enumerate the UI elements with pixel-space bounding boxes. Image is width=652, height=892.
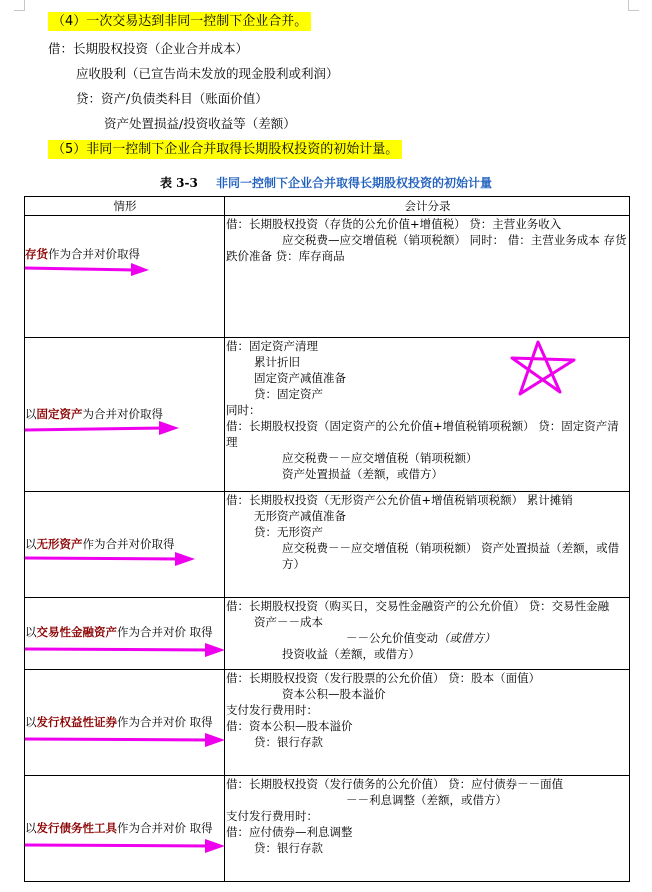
journal-entry-cell — [225, 492, 630, 598]
entry-line: 借：长期股权投资（发行债务的公允价值） 贷：应付债券－－面值 — [226, 777, 564, 791]
journal-entry-cell — [225, 598, 630, 670]
entry-line: 借：固定资产清理 — [226, 339, 318, 353]
page-corner-mark-left — [14, 0, 25, 11]
entry-line: 投资收益（差额，或借方） — [282, 647, 420, 661]
table-row — [25, 598, 630, 670]
heading-5: （5）非同一控制下企业合并取得长期股权投资的初始计量。 — [48, 140, 402, 159]
hand-drawn-arrow-icon — [25, 730, 230, 748]
entry-line: －－利息调整（差额，或借方） — [346, 793, 507, 807]
situation-label: 以交易性金融资产作为合并对价 取得 — [25, 625, 213, 639]
hand-drawn-star-icon — [508, 336, 578, 398]
situation-cell — [25, 670, 225, 776]
situation-cell — [25, 776, 225, 882]
header-journal-entry: 会计分录 — [225, 197, 630, 216]
situation-label: 以发行债务性工具作为合并对价 取得 — [25, 821, 213, 835]
journal-entry-cell — [225, 670, 630, 776]
entry-line: 借：应付债券—利息调整 — [226, 825, 353, 839]
situation-cell — [25, 492, 225, 598]
table-caption-title: 非同一控制下企业合并取得长期股权投资的初始计量 — [216, 176, 493, 190]
entry-line: 同时： — [226, 403, 261, 417]
entry-line: 借：长期股权投资（固定资产的公允价值+增值税销项税额） 贷：固定资产清理 — [226, 419, 619, 449]
situation-label: 存货作为合并对价取得 — [25, 247, 140, 261]
situation-label: 以固定资产为合并对价取得 — [25, 407, 163, 421]
entry-line: 借：长期股权投资（发行股票的公允价值） 贷：股本（面值） — [226, 671, 541, 685]
entry-line: 支付发行费用时： — [226, 703, 318, 717]
heading-4: （4）一次交易达到非同一控制下企业合并。 — [48, 12, 311, 31]
entry-line: 应交税费－－应交增值税（销项税额） 资产处置损益（差额，或借方） — [282, 541, 620, 571]
entry-line: 贷：银行存款 — [254, 735, 323, 749]
entry-line: 支付发行费用时： — [226, 809, 318, 823]
page-corner-mark-right — [628, 0, 639, 11]
situation-label: 以无形资产作为合并对价取得 — [25, 537, 175, 551]
entry-line: 资产处置损益（差额，或借方） — [282, 467, 443, 481]
table-row — [25, 492, 630, 598]
situation-cell — [25, 216, 225, 338]
table-row — [25, 776, 630, 882]
accounting-table — [24, 196, 630, 882]
entry-line: 累计折旧 — [254, 355, 300, 369]
journal-entry-cell — [225, 216, 630, 338]
journal-entry-cell — [225, 776, 630, 882]
situation-label: 以发行权益性证券作为合并对价 取得 — [25, 715, 213, 729]
journal-4-line-2: 应收股利（已宣告尚未发放的现金股利或利润） — [76, 66, 339, 81]
hand-drawn-arrow-icon — [25, 260, 155, 278]
entry-line: 贷：固定资产 — [254, 387, 323, 401]
hand-drawn-arrow-icon — [25, 420, 185, 438]
journal-4-line-3: 贷：资产/负债类科目（账面价值） — [76, 91, 268, 106]
entry-line: 借：资本公积—股本溢价 — [226, 719, 353, 733]
header-situation: 情形 — [25, 197, 225, 216]
entry-line: 贷：无形资产 — [254, 525, 323, 539]
table-caption-number: 表 3-3 — [160, 176, 198, 190]
entry-line: 应交税费－－应交增值税（销项税额） — [282, 451, 478, 465]
table-row — [25, 216, 630, 338]
entry-line: 贷：银行存款 — [254, 841, 323, 855]
entry-line: 借：长期股权投资（存货的公允价值+增值税） 贷：主营业务收入 — [226, 217, 562, 231]
entry-line: 借：长期股权投资（无形资产公允价值+增值税销项税额） 累计摊销 — [226, 493, 573, 507]
entry-line: 资本公积—股本溢价 — [282, 687, 386, 701]
journal-4-line-4: 资产处置损益/投资收益等（差额） — [104, 116, 296, 131]
table-row — [25, 670, 630, 776]
entry-line: 无形资产减值准备 — [254, 509, 346, 523]
hand-drawn-arrow-icon — [25, 640, 230, 658]
entry-line: －－公允价值变动（或借方） — [346, 631, 496, 645]
hand-drawn-arrow-icon — [25, 550, 200, 568]
situation-cell — [25, 598, 225, 670]
situation-cell — [25, 338, 225, 492]
entry-line: 资产－－成本 — [254, 615, 323, 629]
hand-drawn-arrow-icon — [25, 836, 230, 854]
entry-line: 借：长期股权投资（购买日，交易性金融资产的公允价值） 贷：交易性金融 — [226, 599, 610, 613]
entry-line: 固定资产减值准备 — [254, 371, 346, 385]
table-header-row — [25, 197, 630, 216]
entry-line: 应交税费—应交增值税（销项税额） 同时： 借：主营业务成本 存货跌价准备 贷：库存商品 — [226, 233, 627, 263]
journal-4-line-1: 借：长期股权投资（企业合并成本） — [48, 41, 249, 56]
table-caption — [160, 174, 492, 191]
